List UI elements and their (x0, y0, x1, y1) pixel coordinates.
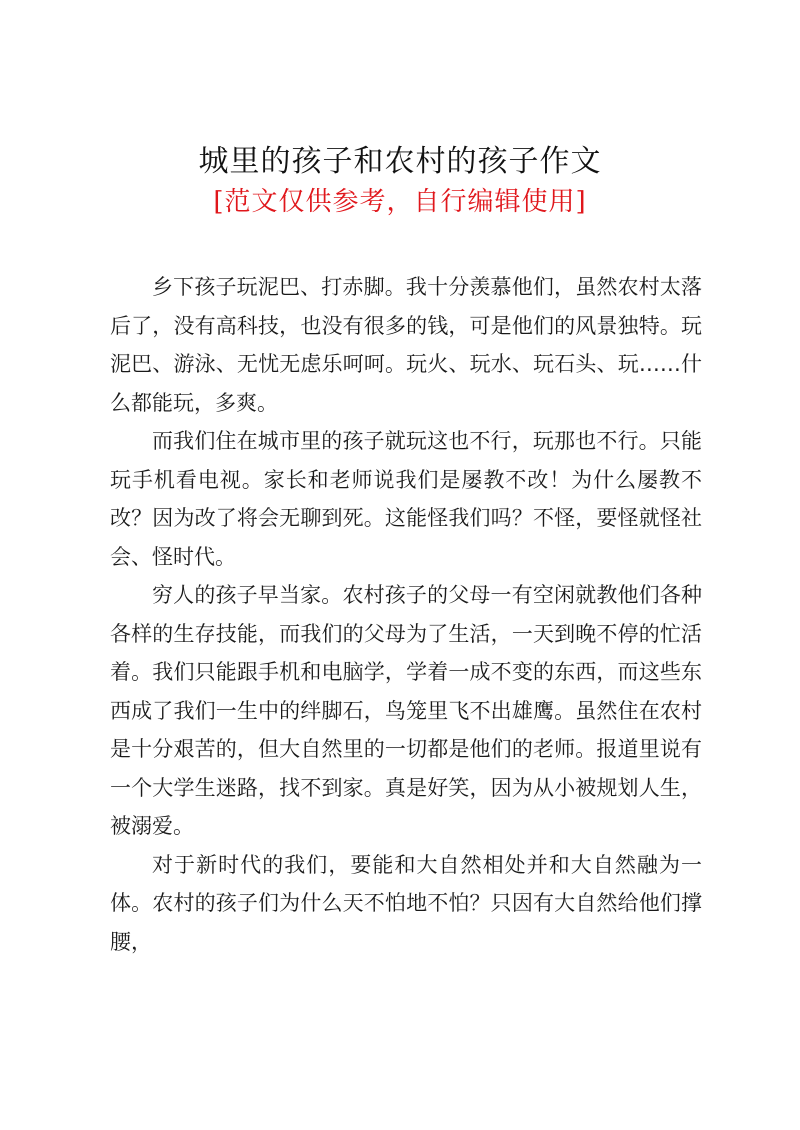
paragraph-4: 对于新时代的我们，要能和大自然相处并和大自然融为一体。农村的孩子们为什么天不怕地不怕？只因有大自然给他们撑腰， (110, 852, 702, 954)
page-title: 城里的孩子和农村的孩子作文 (198, 144, 602, 179)
essay-body (110, 268, 702, 961)
paragraph-1: 乡下孩子玩泥巴、打赤脚。我十分羡慕他们，虽然农村太落后了，没有高科技，也没有很多的钱，可是他们的风景独特。玩泥巴、游泳、无忧无虑乐呵呵。玩火、玩水、玩石头、玩……什么都能玩，多爽。 (110, 275, 702, 415)
page-subtitle: [范文仅供参考，自行编辑使用] (213, 187, 587, 217)
paragraph-2: 而我们住在城市里的孩子就玩这也不行，玩那也不行。只能玩手机看电视。家长和老师说我们是屡教不改！为什么屡教不改？因为改了将会无聊到死。这能怪我们吗？不怪，要怪就怪社会、怪时代。 (110, 429, 702, 569)
paragraph-3: 穷人的孩子早当家。农村孩子的父母一有空闲就教他们各种各样的生存技能，而我们的父母为了生活，一天到晚不停的忙活着。我们只能跟手机和电脑学，学着一成不变的东西，而这些东西成了我们一生中的绊脚石，鸟笼里飞不出雄鹰。虽然住在农村是十分艰苦的，但大自然里的一切都是他们的老师。报道里说有一个大学生迷路，找不到家。真是好笑，因为从小被规划人生，被溺爱。 (110, 583, 702, 838)
